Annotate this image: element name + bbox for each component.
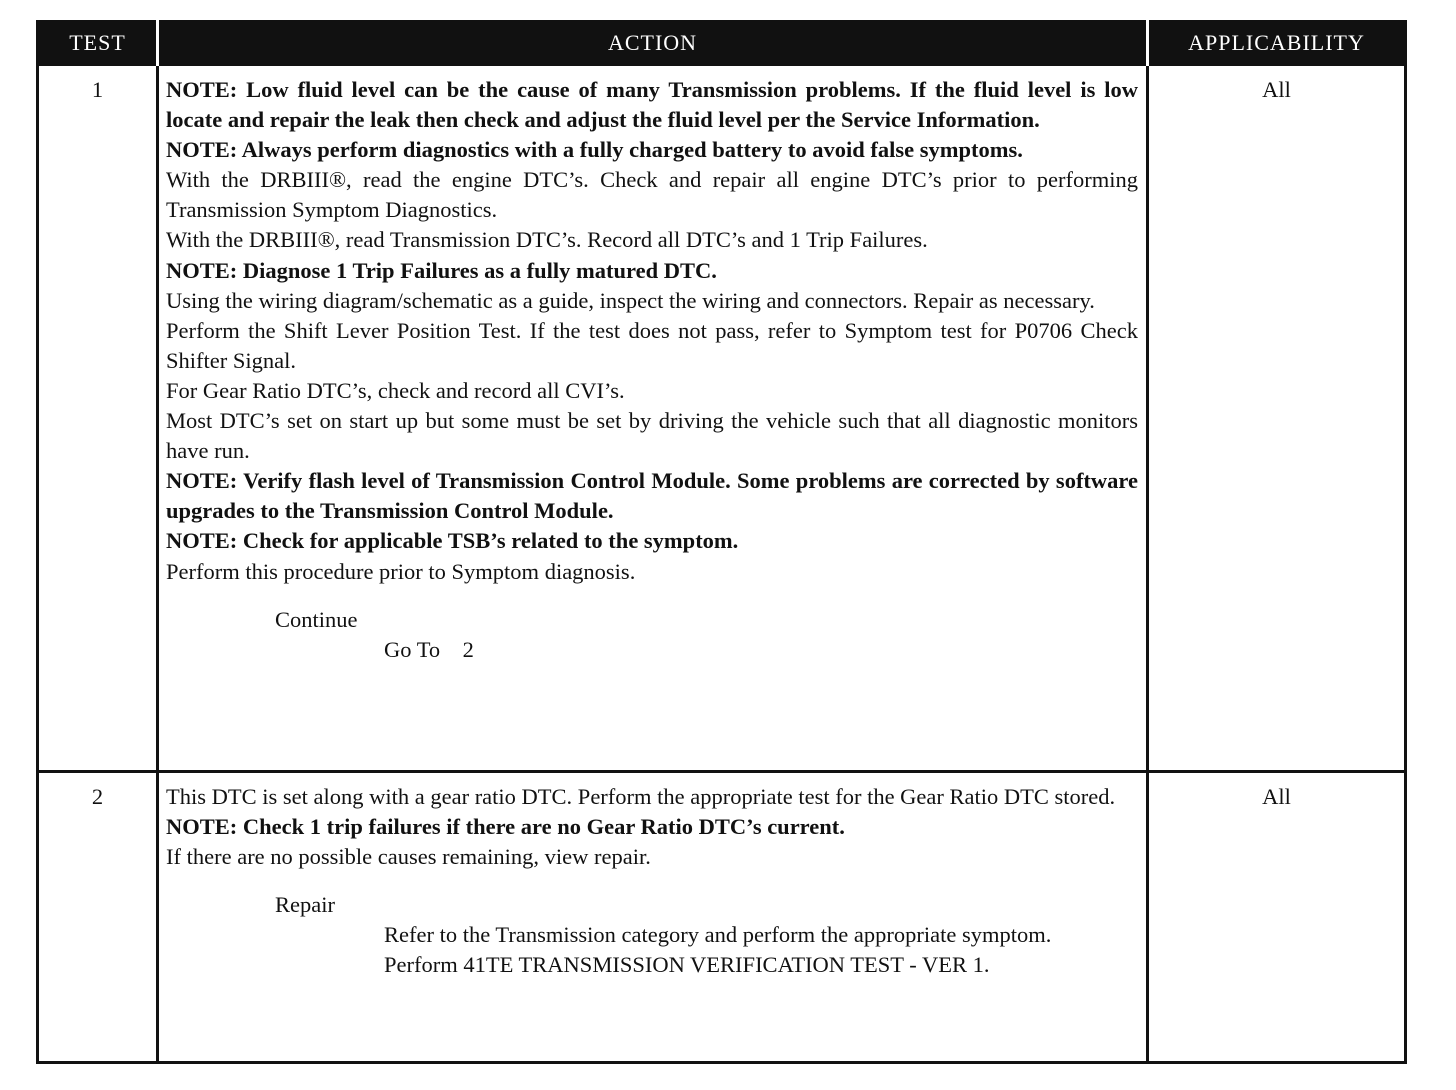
- action-text: With the DRBIII®, read Transmission DTC’s. Record all DTC’s and 1 Trip Failures.: [166, 227, 928, 253]
- header-test: TEST: [38, 22, 158, 65]
- table-header-row: [38, 22, 1406, 65]
- table-row: [38, 772, 1406, 1063]
- repair-instruction: Refer to the Transmission category and perform the appropriate symptom.: [384, 922, 1052, 948]
- note-text: NOTE: Check for applicable TSB’s related to the symptom.: [166, 528, 739, 554]
- action-text: For Gear Ratio DTC’s, check and record all CVI’s.: [166, 377, 625, 403]
- action-text: Perform this procedure prior to Symptom diagnosis.: [166, 558, 636, 584]
- action-text: Using the wiring diagram/schematic as a guide, inspect the wiring and connectors. Repair as necessary.: [166, 287, 1095, 313]
- action-text: If there are no possible causes remaining, view repair.: [166, 844, 651, 870]
- table-row: [38, 65, 1406, 772]
- action-text: Perform the Shift Lever Position Test. If the test does not pass, refer to Symptom test for P0706 Check Shifter Signal.: [166, 317, 1138, 373]
- header-applicability: APPLICABILITY: [1148, 22, 1406, 65]
- repair-instruction: Perform 41TE TRANSMISSION VERIFICATION TEST - VER 1.: [384, 952, 990, 978]
- goto-link[interactable]: Go To 2: [384, 636, 474, 662]
- action-text: This DTC is set along with a gear ratio DTC. Perform the appropriate test for the Gear Ratio DTC stored.: [166, 784, 1116, 809]
- test-number: 2: [38, 772, 158, 1063]
- action-text: With the DRBIII®, read the engine DTC’s. Check and repair all engine DTC’s prior to performing Transmission Symptom Diagnostics.: [166, 167, 1138, 223]
- test-number: 1: [38, 65, 158, 772]
- note-text: NOTE: Low fluid level can be the cause of many Transmission problems. If the fluid level is low locate and repair the leak then check and adjust the fluid level per the Service Information.: [166, 77, 1138, 133]
- applicability-value: All: [1148, 772, 1406, 1063]
- result-label: Repair: [275, 892, 335, 918]
- applicability-value: All: [1148, 65, 1406, 772]
- result-label: Continue: [275, 606, 358, 632]
- note-text: NOTE: Diagnose 1 Trip Failures as a fully matured DTC.: [166, 257, 717, 283]
- action-text: Most DTC’s set on start up but some must be set by driving the vehicle such that all diagnostic monitors have run.: [166, 408, 1138, 464]
- note-text: NOTE: Verify flash level of Transmission Control Module. Some problems are corrected by software upgrades to the Transmission Control Module.: [166, 468, 1138, 524]
- header-action: ACTION: [158, 22, 1148, 65]
- note-text: NOTE: Check 1 trip failures if there are no Gear Ratio DTC’s current.: [166, 814, 845, 840]
- action-cell: [158, 65, 1148, 772]
- action-cell: [158, 772, 1148, 1063]
- note-text: NOTE: Always perform diagnostics with a fully charged battery to avoid false symptoms.: [166, 137, 1023, 163]
- diagnostic-table: [36, 20, 1407, 1064]
